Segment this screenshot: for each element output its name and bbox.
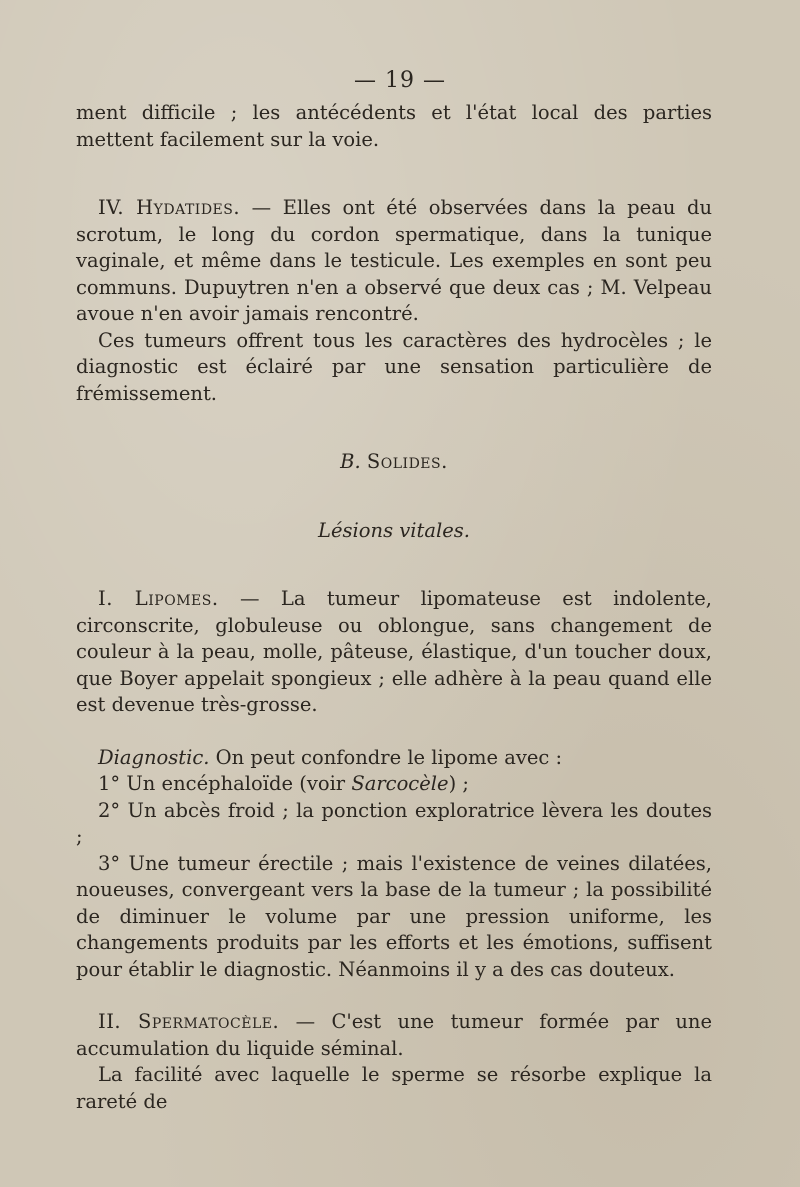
diagnostic-item-1 <box>76 771 712 798</box>
spermatocele-paragraph <box>76 1009 712 1062</box>
diagnostic-paragraph <box>76 745 712 772</box>
lipomes-text: — La tumeur lipomateuse est indolente, circonscrite, globuleuse ou oblongue, sans changement de couleur à la peau, molle, pâteuse, élastique, d'un toucher doux, que Boyer appelait spongieux ; elle adhère à la peau quand elle est devenue très-grosse. <box>76 587 712 716</box>
spacer <box>76 983 712 1009</box>
spermatocele-paragraph-2: La facilité avec laquelle le sperme se résorbe explique la rareté de <box>76 1063 712 1113</box>
lipomes-paragraph <box>76 586 712 719</box>
hydatides-paragraph-2: Ces tumeurs offrent tous les caractères des hydrocèles ; le diagnostic est éclairé par une sensation particulière de frémissement. <box>76 328 712 405</box>
subsection-heading: Lésions vitales. <box>318 518 470 542</box>
hydatides-paragraph <box>76 195 712 328</box>
spacer <box>76 153 712 195</box>
intro-paragraph: ment difficile ; les antécédents et l'état local des parties mettent facilement sur la voie. <box>76 101 712 151</box>
spacer <box>76 544 712 586</box>
item1-prefix: 1° Un encéphaloïde (voir <box>98 772 352 795</box>
page-body <box>76 100 712 1115</box>
spacer <box>76 476 712 518</box>
spermatocele-heading: II. Spermatocèle. <box>98 1010 280 1033</box>
section-b-letter: B. <box>340 450 361 473</box>
item1-ref: Sarcocèle <box>351 772 449 795</box>
diagnostic-item-3: 3° Une tumeur érectile ; mais l'existence de veines dilatées, noueuses, convergeant vers la base de la tumeur ; la possibilité de diminuer le volume par une pression uniforme, les changements produits par les efforts et les émotions, suffisent pour établir le diagnostic. Néanmoins il y a des cas douteux. <box>76 851 712 981</box>
spermatocele-text: — C'est une tumeur formée par une accumulation du liquide séminal. <box>76 1010 712 1060</box>
diagnostic-text: On peut confondre le lipome avec : <box>209 745 563 769</box>
spacer <box>76 407 712 449</box>
item1-suffix: ) ; <box>448 772 469 795</box>
section-b-title: Solides. <box>366 450 448 473</box>
hydatides-heading: IV. Hydatides. <box>98 196 241 219</box>
section-b-heading <box>76 449 712 476</box>
diagnostic-item-2: 2° Un abcès froid ; la ponction exploratrice lèvera les doutes ; <box>76 798 712 848</box>
hydatides-text: — Elles ont été observées dans la peau du scrotum, le long du cordon spermatique, dans la tunique vaginale, et même dans le testicule. Les exemples en sont peu communs. Dupuytren n'en a observé que deux cas ; M. Velpeau avoue n'en avoir jamais rencontré. <box>76 196 712 325</box>
page-number: — 19 — <box>354 68 446 93</box>
diagnostic-label: Diagnostic. <box>98 745 210 769</box>
spacer <box>76 719 712 745</box>
lipomes-heading: I. Lipomes. <box>98 587 219 610</box>
